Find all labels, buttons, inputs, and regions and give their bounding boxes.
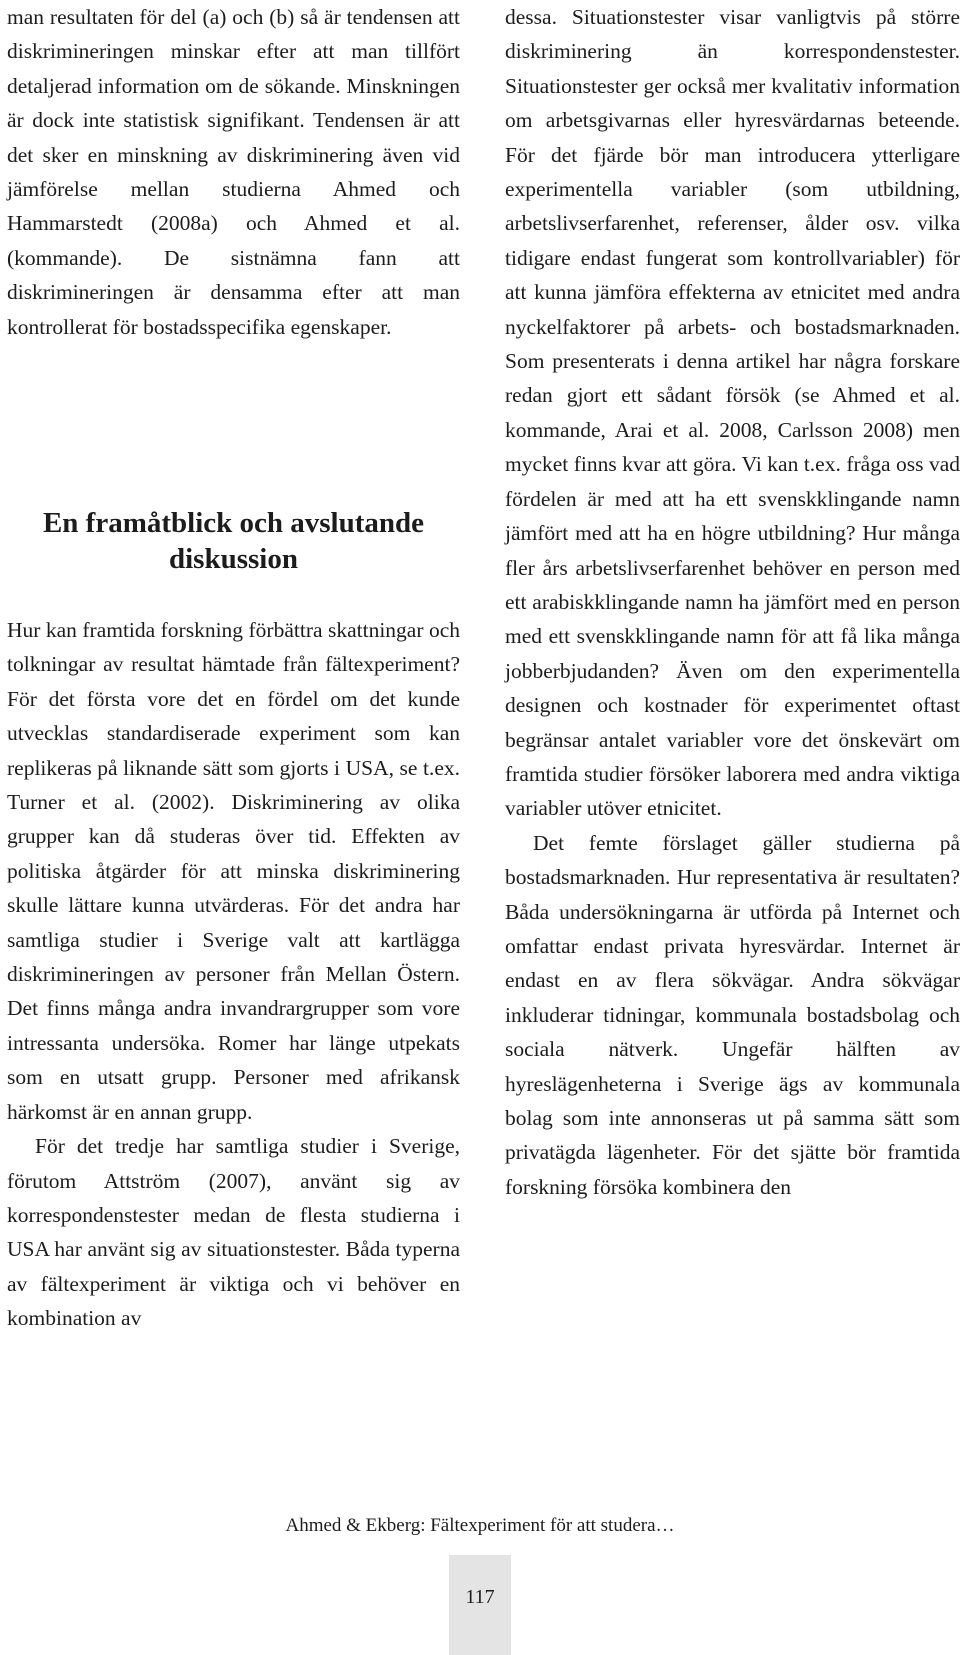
body-paragraph: man resultaten för del (a) och (b) så är tendensen att diskrimineringen minskar efter att man tillfört detaljerad information om de sökande. Minskningen är dock inte statistisk signifikant. Tendensen är att det sker en minskning av diskriminering även vid jämförelse mellan studierna Ahmed och Hammarstedt (2008a) och Ahmed et al. (kommande). De sistnämna fann att diskrimineringen är densamma efter att man kontrollerat för bostadsspecifika egenskaper. — [7, 5, 460, 339]
right-column — [505, 0, 960, 1204]
body-paragraph: dessa. Situationstester visar vanligtvis på större diskriminering än korrespondenstester. Situationstester ger också mer kvalitativ information om arbetsgivarnas eller hyresvärdarnas beteende. För det fjärde bör man introducera ytterligare experimentella variabler (som utbildning, arbetslivserfarenhet, referenser, ålder osv. vilka tidigare endast fungerat som kontrollvariabler) för att kunna jämföra effekterna av etnicitet med andra nyckelfaktorer på arbets- och bostadsmarknaden. Som presenterats i denna artikel har några forskare redan gjort ett sådant försök (se Ahmed et al. kommande, Arai et al. 2008, Carlsson 2008) men mycket finns kvar att göra. Vi kan t.ex. fråga oss vad fördelen är med att ha ett svenskklingande namn jämfört med att ha en högre utbildning? Hur många fler års arbetslivserfarenhet behöver en person med ett arabiskklingande namn ha jämfört med en person med ett svenskklingande namn för att få lika många jobberbjudanden? Även om den experimentella designen och kostnader för experimentet oftast begränsar antalet variabler vore det önskevärt om framtida studier försöker laborera med andra viktiga variabler utöver etnicitet. — [505, 5, 960, 821]
left-column-continued — [7, 613, 460, 1336]
page-number-tab — [449, 1555, 511, 1655]
page-number: 117 — [465, 1586, 495, 1608]
running-footer: Ahmed & Ekberg: Fältexperiment för att studera… — [285, 1515, 675, 1536]
body-paragraph: Det femte förslaget gäller studierna på bostadsmarknaden. Hur representativa är resultaten? Båda undersökningarna är utförda på Internet och omfattar endast privata hyresvärdar. Internet är endast en av flera sökvägar. Andra sökvägar inkluderar tidningar, kommunala bostadsbolag och sociala nätverk. Ungefär hälften av hyreslägenheterna i Sverige ägs av kommunala bolag som inte annonseras ut på samma sätt som privatägda lägenheter. För det sjätte bör framtida forskning försöka kombinera den — [505, 830, 960, 1199]
body-paragraph: För det tredje har samtliga studier i Sverige, förutom Attström (2007), använt sig av korrespondenstester medan de flesta studierna i USA har använt sig av situationstester. Båda typerna av fältexperiment är viktiga och vi behöver en kombination av — [7, 1134, 460, 1331]
section-heading: En framåtblick och avslutande diskussion — [42, 507, 425, 575]
left-column — [7, 0, 460, 344]
body-paragraph: Hur kan framtida forskning förbättra skattningar och tolkningar av resultat hämtade från fältexperiment? För det första vore det en fördel om det kunde utvecklas standardiserade experiment som kan replikeras på liknande sätt som gjorts i USA, se t.ex. Turner et al. (2002). Diskriminering av olika grupper kan då studeras över tid. Effekten av politiska åtgärder för att minska diskriminering skulle lättare kunna utvärderas. För det andra har samtliga studier i Sverige valt att kartlägga diskrimineringen av personer från Mellan Östern. Det finns många andra invandrargrupper som vore intressanta undersöka. Romer har länge utpekats som en utsatt grupp. Personer med afrikansk härkomst är en annan grupp. — [7, 618, 460, 1124]
